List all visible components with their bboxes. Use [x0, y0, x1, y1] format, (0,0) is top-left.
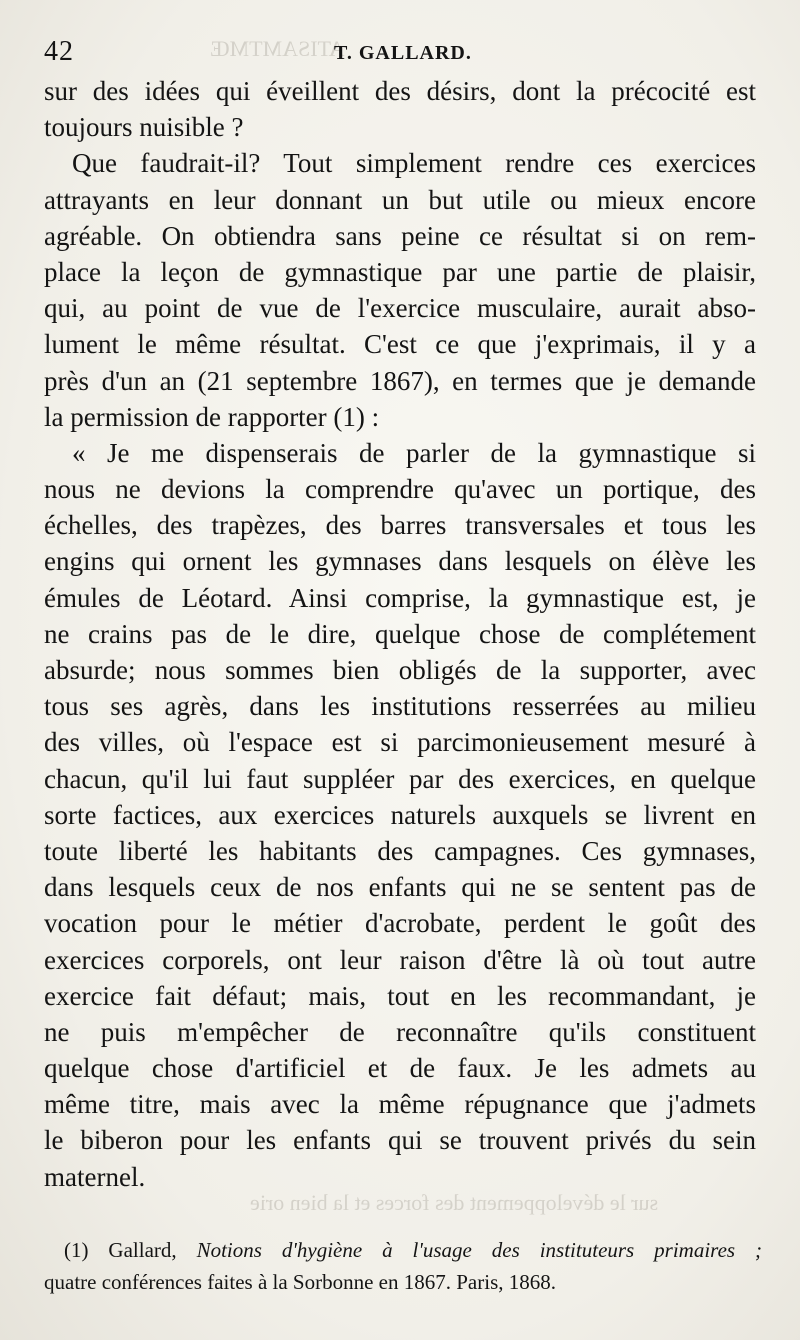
- text-line: place la leçon de gymnastique par une partie de plaisir,: [44, 256, 756, 287]
- footnote-line: quatre conférences faites à la Sorbonne en 1867. Paris, 1868.: [44, 1270, 556, 1294]
- text-line: lument le même résultat. C'est ce que j'exprimais, il y a: [44, 329, 756, 360]
- footnote-title: Notions d'hygiène à l'usage des instituteurs primaires ;: [196, 1238, 762, 1262]
- text-line: « Je me dispenserais de parler de la gymnastique si: [72, 437, 756, 468]
- footnote-line: [44, 1234, 762, 1266]
- text-line: dans lesquels ceux de nos enfants qui ne se sentent pas de: [44, 872, 756, 903]
- text-line: sorte factices, aux exercices naturels auxquels se livrent en: [44, 799, 756, 830]
- text-line: près d'un an (21 septembre 1867), en termes que je demande: [44, 365, 756, 396]
- text-line: exercice fait défaut; mais, tout en les recommandant, je: [44, 980, 756, 1011]
- text-line: le biberon pour les enfants qui se trouvent privés du sein: [44, 1125, 756, 1156]
- text-line: des villes, où l'espace est si parcimonieusement mesuré à: [44, 727, 756, 758]
- text-line: absurde; nous sommes bien obligés de la supporter, avec: [44, 655, 756, 685]
- text-line: maternel.: [44, 1161, 146, 1192]
- page-number: 42: [44, 36, 74, 67]
- text-line: toujours nuisible ?: [44, 112, 244, 143]
- show-through-text: sur le développement des forces et la bien orie: [250, 1190, 659, 1215]
- text-line: Que faudrait-il? Tout simplement rendre ces exercices: [72, 148, 756, 179]
- body-text: [44, 73, 756, 1195]
- text-line: émules de Léotard. Ainsi comprise, la gymnastique est, je: [44, 582, 756, 613]
- text-line: ne puis m'empêcher de reconnaître qu'ils constituent: [44, 1016, 756, 1047]
- show-through-text: ATISAMTMŒ: [210, 36, 345, 61]
- text-line: même titre, mais avec la même répugnance que j'admets: [44, 1089, 756, 1120]
- text-line: sur des idées qui éveillent des désirs, dont la précocité est: [44, 76, 756, 106]
- text-line: toute liberté les habitants des campagnes. Ces gymnases,: [44, 835, 756, 866]
- text-line: ne crains pas de le dire, quelque chose de complétement: [44, 618, 756, 649]
- text-line: exercices corporels, ont leur raison d'être là où tout autre: [44, 944, 756, 975]
- text-line: échelles, des trapèzes, des barres transversales et tous les: [44, 510, 756, 541]
- text-line: agréable. On obtiendra sans peine ce résultat si on rem-: [44, 220, 756, 251]
- text-line: vocation pour le métier d'acrobate, perdent le goût des: [44, 908, 756, 939]
- footnote: [44, 1234, 762, 1298]
- text-line: tous ses agrès, dans les institutions resserrées au milieu: [44, 691, 756, 722]
- footnote-marker: (1) Gallard,: [64, 1238, 177, 1262]
- running-head: T. GALLARD.: [334, 42, 472, 64]
- text-line: nous ne devions la comprendre qu'avec un portique, des: [44, 474, 756, 505]
- text-line: engins qui ornent les gymnases dans lesquels on élève les: [44, 546, 756, 577]
- text-line: quelque chose d'artificiel et de faux. Je les admets au: [44, 1053, 756, 1084]
- text-line: chacun, qu'il lui faut suppléer par des exercices, en quelque: [44, 763, 756, 794]
- page-header: [44, 32, 764, 72]
- text-line: qui, au point de vue de l'exercice musculaire, aurait abso-: [44, 293, 756, 324]
- text-line: la permission de rapporter (1) :: [44, 401, 380, 432]
- text-line: attrayants en leur donnant un but utile ou mieux encore: [44, 184, 756, 215]
